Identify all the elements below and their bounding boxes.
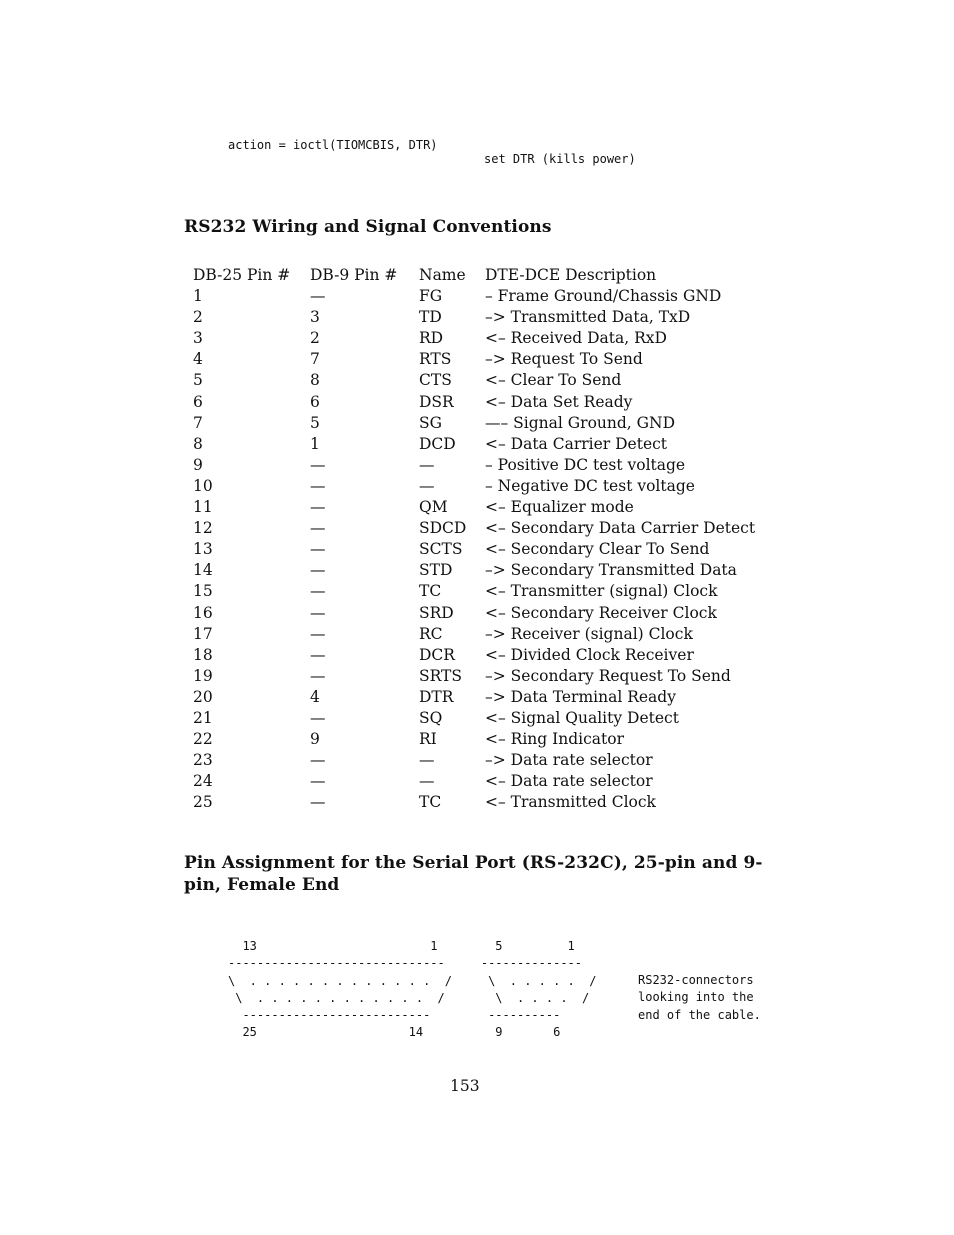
header-db25: DB-25 Pin # [193, 266, 291, 284]
table-row [193, 581, 755, 602]
db25-pin: 18 [193, 645, 213, 664]
db9-pin: — [310, 793, 326, 812]
table-row [193, 307, 755, 328]
signal-name: STD [419, 561, 453, 580]
signal-description: <– Divided Clock Receiver [485, 645, 694, 664]
db9-pin: 1 [310, 434, 320, 453]
signal-description: <– Equalizer mode [485, 498, 634, 517]
table-row [193, 603, 755, 624]
page-number: 153 [450, 1077, 480, 1095]
signal-name: SRD [419, 603, 454, 622]
signal-description: <– Signal Quality Detect [485, 708, 679, 727]
diagram-line: 25 14 9 6 [228, 1025, 561, 1040]
db25-pin: 22 [193, 730, 213, 749]
signal-name: SRTS [419, 666, 462, 685]
signal-description: <– Data rate selector [485, 772, 653, 791]
table-row [193, 645, 755, 666]
signal-name: CTS [419, 371, 452, 390]
db25-pin: 12 [193, 519, 213, 538]
db25-pin: 23 [193, 751, 213, 770]
table-row [193, 771, 755, 792]
db25-pin: 11 [193, 498, 213, 517]
signal-name: TC [419, 793, 442, 812]
db9-pin: — [310, 645, 326, 664]
table-header-row [193, 265, 755, 286]
db25-pin: 9 [193, 455, 203, 474]
section-title-rs232: RS232 Wiring and Signal Conventions [184, 217, 552, 237]
db9-pin: 7 [310, 350, 320, 369]
db9-pin: 6 [310, 392, 320, 411]
db9-pin: — [310, 476, 326, 495]
signal-description: – Positive DC test voltage [485, 455, 686, 474]
table-row [193, 560, 755, 581]
table-row [193, 497, 755, 518]
db25-pin: 20 [193, 687, 213, 706]
signal-description: – Negative DC test voltage [485, 476, 695, 495]
signal-name: FG [419, 287, 443, 306]
table-row [193, 476, 755, 497]
table-row [193, 729, 755, 750]
connector-note [638, 972, 761, 1024]
table-body [193, 286, 755, 813]
db25-pin: 15 [193, 582, 213, 601]
db25-pin: 2 [193, 308, 203, 327]
db9-pin: — [310, 772, 326, 791]
table-row [193, 687, 755, 708]
code-statement: action = ioctl(TIOMCBIS, DTR) [228, 138, 438, 152]
db9-pin: 5 [310, 413, 320, 432]
signal-description: <– Clear To Send [485, 371, 622, 390]
signal-name: SQ [419, 708, 443, 727]
signal-description: –> Data Terminal Ready [485, 687, 676, 706]
db9-pin: 3 [310, 308, 320, 327]
db25-pin: 1 [193, 287, 203, 306]
rs232-pin-table [193, 265, 755, 813]
table-row [193, 539, 755, 560]
signal-description: <– Secondary Clear To Send [485, 540, 710, 559]
db9-pin: 4 [310, 687, 320, 706]
signal-name: — [419, 751, 435, 770]
db9-pin: 8 [310, 371, 320, 390]
db9-pin: — [310, 287, 326, 306]
db25-pin: 21 [193, 708, 213, 727]
signal-name: QM [419, 498, 448, 517]
signal-name: DSR [419, 392, 454, 411]
signal-description: –> Secondary Transmitted Data [485, 561, 737, 580]
signal-name: SCTS [419, 540, 463, 559]
signal-description: –> Secondary Request To Send [485, 666, 731, 685]
signal-description: <– Data Set Ready [485, 392, 633, 411]
db9-pin: — [310, 708, 326, 727]
code-line [228, 124, 636, 166]
signal-description: <– Data Carrier Detect [485, 434, 668, 453]
db9-pin: — [310, 540, 326, 559]
signal-name: — [419, 772, 435, 791]
signal-description: —– Signal Ground, GND [485, 413, 676, 432]
db25-pin: 10 [193, 476, 213, 495]
diagram-line: ------------------------------ -------------- [228, 956, 583, 971]
db25-pin: 24 [193, 772, 213, 791]
signal-description: <– Transmitter (signal) Clock [485, 582, 718, 601]
db9-pin: — [310, 582, 326, 601]
db9-pin: 2 [310, 329, 320, 348]
signal-description: –> Request To Send [485, 350, 643, 369]
signal-name: DCD [419, 434, 456, 453]
db25-pin: 17 [193, 624, 213, 643]
signal-name: DTR [419, 687, 454, 706]
signal-description: <– Ring Indicator [485, 730, 625, 749]
db25-pin: 19 [193, 666, 213, 685]
table-row [193, 434, 755, 455]
signal-name: TD [419, 308, 442, 327]
signal-name: RC [419, 624, 443, 643]
db25-pin: 16 [193, 603, 213, 622]
table-row [193, 750, 755, 771]
signal-description: –> Transmitted Data, TxD [485, 308, 691, 327]
db25-pin: 3 [193, 329, 203, 348]
signal-name: SDCD [419, 519, 467, 538]
signal-name: — [419, 455, 435, 474]
note-line: looking into the [638, 990, 754, 1005]
table-row [193, 328, 755, 349]
signal-name: DCR [419, 645, 455, 664]
signal-description: <– Transmitted Clock [485, 793, 656, 812]
diagram-line: \ . . . . . . . . . . . . . / \ . . . . . / [228, 973, 597, 988]
signal-description: <– Secondary Receiver Clock [485, 603, 717, 622]
diagram-line: 13 1 5 1 [228, 939, 575, 953]
db9-pin: — [310, 498, 326, 517]
signal-name: RD [419, 329, 444, 348]
table-row [193, 708, 755, 729]
table-row [193, 370, 755, 391]
table-row [193, 792, 755, 813]
table-row [193, 392, 755, 413]
db9-pin: 9 [310, 730, 320, 749]
db25-pin: 5 [193, 371, 203, 390]
signal-name: RI [419, 730, 437, 749]
signal-name: — [419, 476, 435, 495]
signal-description: – Frame Ground/Chassis GND [485, 287, 722, 306]
signal-description: <– Secondary Data Carrier Detect [485, 519, 756, 538]
signal-description: <– Received Data, RxD [485, 329, 667, 348]
connector-diagram [228, 938, 596, 1042]
db9-pin: — [310, 666, 326, 685]
signal-name: TC [419, 582, 442, 601]
table-row [193, 624, 755, 645]
header-description: DTE-DCE Description [485, 266, 657, 284]
header-name: Name [419, 266, 466, 284]
db25-pin: 13 [193, 540, 213, 559]
db25-pin: 4 [193, 350, 203, 369]
diagram-line: \ . . . . . . . . . . . . / \ . . . . / [228, 990, 590, 1005]
db25-pin: 8 [193, 434, 203, 453]
table-row [193, 666, 755, 687]
db25-pin: 7 [193, 413, 203, 432]
db9-pin: — [310, 561, 326, 580]
db9-pin: — [310, 603, 326, 622]
db25-pin: 14 [193, 561, 213, 580]
db9-pin: — [310, 751, 326, 770]
db25-pin: 25 [193, 793, 213, 812]
signal-name: RTS [419, 350, 452, 369]
signal-description: –> Data rate selector [485, 751, 653, 770]
signal-description: –> Receiver (signal) Clock [485, 624, 693, 643]
table-row [193, 413, 755, 434]
section-title-pin-assignment: Pin Assignment for the Serial Port (RS-232C), 25-pin and 9-pin, Female End [184, 853, 763, 895]
diagram-line: -------------------------- ---------- [228, 1008, 561, 1023]
table-row [193, 518, 755, 539]
table-row [193, 286, 755, 307]
db9-pin: — [310, 455, 326, 474]
table-row [193, 349, 755, 370]
db25-pin: 6 [193, 392, 203, 411]
code-comment: set DTR (kills power) [484, 152, 636, 166]
signal-name: SG [419, 413, 443, 432]
db9-pin: — [310, 624, 326, 643]
db9-pin: — [310, 519, 326, 538]
table-row [193, 455, 755, 476]
header-db9: DB-9 Pin # [310, 266, 398, 284]
note-line: RS232-connectors [638, 973, 754, 987]
note-line: end of the cable. [638, 1007, 761, 1022]
